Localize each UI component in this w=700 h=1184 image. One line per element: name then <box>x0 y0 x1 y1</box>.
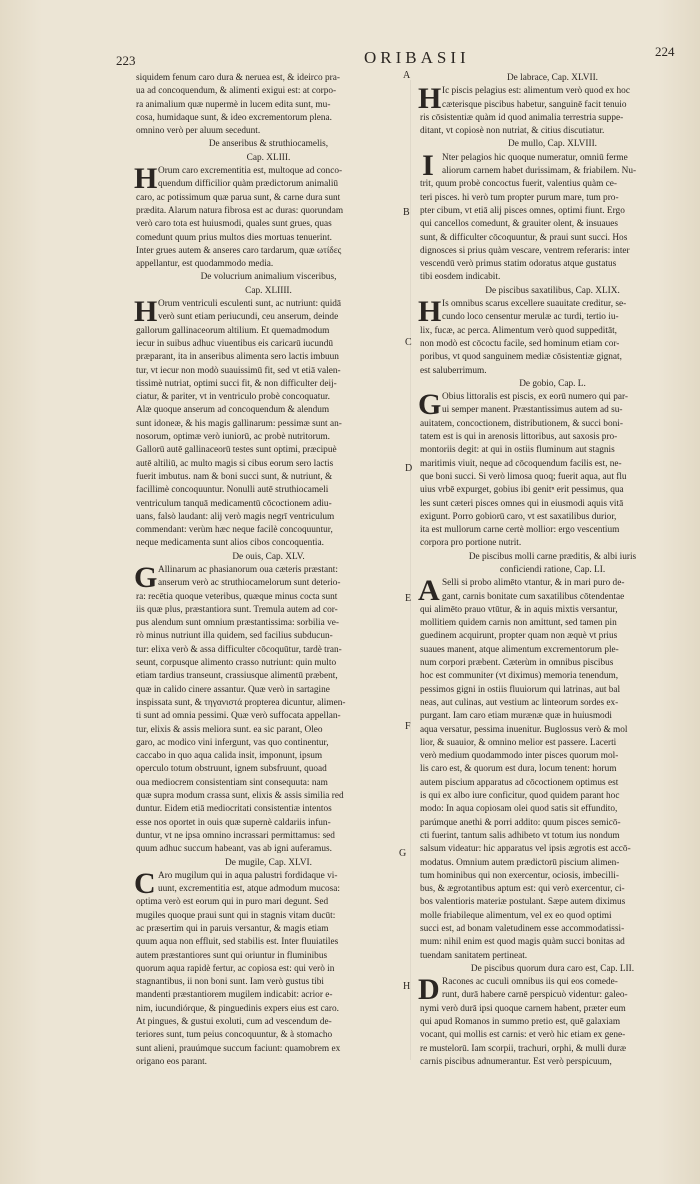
text-line: rò minus nutriunt illa quidem, sed facilius subducun- <box>136 631 333 642</box>
text-line: ui semper manent. Præstantissimus autem ad su- <box>442 405 623 416</box>
section-letter: B <box>403 207 410 218</box>
text-line: runt, durā habere carnē perspicuò videntur: galeo- <box>442 990 628 1001</box>
text-line: qui alimēto prauo vtūtur, & in aquis mixtis versantur, <box>420 604 618 615</box>
drop-cap: H <box>418 295 442 329</box>
text-line: quendum difficilior quàm prædictorum animaliū <box>158 179 339 190</box>
text-line: nosorum, optimæ verò iuniorū, ac probè nutritorum. <box>136 432 330 443</box>
text-line: prædita. Alarum natura fibrosa est ac duras: quorundam <box>136 205 344 216</box>
chapter-heading: De piscibus quorum dura caro est, Cap. LII. <box>470 963 635 974</box>
text-line: pessimos gigni in ostiis fluuiorum qui latrinas, aut bal <box>420 684 621 695</box>
text-line: Inter grues autem & anseres caro tardarum, quæ ωτίδες <box>136 245 342 256</box>
text-line: maritimis viuit, neque ad cōcoquendum facilis est, ne- <box>420 458 622 469</box>
chapter-heading: De labrace, Cap. XLVII. <box>506 73 599 83</box>
line-text: Allinarum ac phasianorum oua cæteris præstant: <box>158 564 338 575</box>
text-line: lix, fucæ, ac perca. Alimentum verò quod suppeditāt, <box>420 325 617 336</box>
text-line: ventriculum tanquā medicamentū cōcoctionem adiu- <box>136 498 332 509</box>
page-number-left: 223 <box>116 53 136 68</box>
line-text: Obius littoralis est piscis, ex eorū numero qui par- <box>442 392 628 403</box>
text-line: quum adhuc succum habeant, vas ab igni auferamus. <box>136 844 332 855</box>
text-line: que boni succi. Si verò limosa quoq; fuerit aqua, aut flu <box>420 471 627 482</box>
text-line: caccabo in quo aqua calida insit, imponunt, ipsum <box>136 751 323 762</box>
section-letter: E <box>405 593 412 604</box>
text-line: corpora pro portione nutrit. <box>420 538 522 549</box>
text-line: suaues manent, atque alimentum excrementorum ple- <box>420 644 619 655</box>
text-line: qui apud Romanos in summo pretio est, quē galaxiam <box>420 1017 621 1028</box>
text-line: qui cancellos comedunt, & grauiter olent, & insuaues <box>420 219 619 230</box>
text-line: ra: recētia quoque veteribus, quæque minus cocta sunt <box>136 591 338 602</box>
text-line: aqua versatur, pessima inuenitur. Buglossus verò & mol <box>420 724 628 735</box>
chapter-heading: De piscibus saxatilibus, Cap. XLIX. <box>485 285 620 296</box>
text-line: modatus. Omnium autem prædictorū piscium alimen- <box>420 857 620 868</box>
chapter-heading: Cap. XLIIII. <box>245 285 292 296</box>
text-line: carnis piscibus adnumerantur. Est verò perspicuum, <box>420 1056 612 1067</box>
text-line: les sunt cæteri pisces omnes qui in eiusmodi aquis vitā <box>420 498 624 509</box>
text-line: siquidem fenum caro dura & neruea est, & ideirco pra- <box>136 73 340 83</box>
running-title: ORIBASII <box>364 48 470 67</box>
text-line: hoc est communiter (vt diximus) memoria tenendum, <box>420 671 619 682</box>
text-line: verò caro tota est huiusmodi, quales sunt grues, quas <box>136 219 332 230</box>
text-line: verò sunt etiam periucundi, ceu anserum, deinde <box>158 312 339 323</box>
chapter-heading: De volucrium animalium visceribus, <box>200 272 337 283</box>
text-line: iis quæ plus, præstantiora sunt. Tremula autem ad cor- <box>136 604 338 615</box>
text-line: poribus, vt quod sanguinem mediæ cōsistentiæ gignat, <box>420 352 622 363</box>
text-line: neas, aut culinas, aut vestium ac linteorum sordes ex- <box>420 697 619 708</box>
text-line: oua mediocrem consistentiam sint consequuta: nam <box>136 777 328 788</box>
text-line: ra animalium quæ nupermè in lucem edita sunt, mu- <box>136 99 331 110</box>
text-line: ditant, vt copiosè non nutriat, & citius discutiatur. <box>420 126 605 137</box>
line-text: Nter pelagios hic quoque numeratur, omniū ferme <box>442 152 628 163</box>
text-line: uius vrbē expurget, gobius ibi genitⁿ erit pessimus, qua <box>420 485 624 496</box>
text-line: exigunt. Porro gobiorū caro, vt est saxatilibus durior, <box>420 511 617 522</box>
text-line: vocant, qui mollis est carnis: et verò hic etiam ex gene- <box>420 1030 626 1041</box>
chapter-heading: De gobio, Cap. L. <box>519 378 586 389</box>
text-line: ciatur, & pariter, vt in ventriculo probè concoquatur. <box>136 392 330 403</box>
text-line: quum aqua non effluit, sed stabilis est. Inter fluuiatiles <box>136 937 339 948</box>
text-line: tur, vt iecur non modò suauissimū fit, sed vt etiā valen- <box>136 365 341 376</box>
text-line: gant, carnis bonitate cum saxatilibus cōtendentae <box>442 591 625 602</box>
drop-cap: G <box>418 388 442 422</box>
text-line: est saluberrimum. <box>420 365 487 376</box>
text-line: Alæ quoque anserum ad concoquendum & alendum <box>136 405 330 416</box>
text-line: re mustelorū. Iam scorpii, trachuri, orphi, & mulli duræ <box>420 1043 627 1054</box>
chapter-heading: De piscibus molli carne præditis, & albi iuris <box>468 551 637 562</box>
text-line: mandenti præstantiorem mugilem indicabit: acrior e- <box>136 990 333 1001</box>
text-line: quæ supra modum crassa sunt, elixis & assis similia red <box>136 791 344 802</box>
text-line: mum: nihil enim est quod magis quàm succi bonitas ad <box>420 937 625 948</box>
text-line: non modò est cōcoctu facile, sed hominum etiam cor- <box>420 338 620 349</box>
text-line: guedinem acquirunt, propter quam non æquè vt prius <box>420 631 618 642</box>
text-line: nymi verò durā ipsi quoque carnem habent, præter eum <box>420 1003 626 1014</box>
text-line: autem piscium apparatus ad cōcoctionem optimus est <box>420 777 619 788</box>
text-line: purgant. Iam caro etiam murænæ quæ in huiusmodi <box>420 711 612 722</box>
text-line: lis caro est, & quorum est dura, locum tenent: horum <box>420 764 617 775</box>
text-line: vescendū verò primus statim odoratus atque gustatus <box>420 259 617 270</box>
text-line: num corpori præbent. Cæterùm in omnibus piscibus <box>420 658 614 669</box>
text-line: tissimè nutriat, optimi succi fit, & non difficulter deij- <box>136 378 337 389</box>
text-line: etiam tardius transeunt, crassiusque alimentū præbent, <box>136 671 338 682</box>
drop-cap: H <box>134 295 158 329</box>
text-line: succi est, ad bonam valetudinem esse accommodatissi- <box>420 924 625 934</box>
drop-cap: I <box>422 148 434 182</box>
text-line: ris cōsistentiæ quàm id quod animalia terrestria suppe- <box>420 112 624 123</box>
text-line: bus, & ægrotantibus aptum est: qui verò exercentur, ci- <box>420 884 625 895</box>
text-line: garo, ac modico vini infergunt, vas quo continentur, <box>136 737 329 748</box>
text-line: pus alendum sunt omnium præstantissima: sorbilia ve- <box>136 618 339 629</box>
line-text: Orum ventriculi esculenti sunt, ac nutriunt: quidā <box>158 299 342 310</box>
line-text: Selli si probo alimēto vtantur, & in mari puro de- <box>442 578 625 589</box>
text-line: optima verò est eorum qui in puro mari degunt. Sed <box>136 897 329 908</box>
chapter-heading: conficiendi ratione, Cap. LI. <box>499 564 606 575</box>
text-line: appellantur, est quodammodo media. <box>136 259 274 270</box>
text-line: trit, quum probè concoctus fuerit, valentius quàm ce- <box>420 179 617 190</box>
text-line: præparant, ita in anseribus alimenta sero lactis imbuun <box>136 352 339 363</box>
chapter-heading: Cap. XLIII. <box>246 152 291 163</box>
section-letter: H <box>403 981 411 992</box>
text-line: gallorum gallinaceorum altilium. Et quemadmodum <box>136 325 330 336</box>
line-text: Orum caro excrementitia est, multoque ad conco- <box>158 166 343 177</box>
text-line: origano eos parant. <box>136 1056 207 1067</box>
section-letter: D <box>405 463 413 474</box>
text-line: pter cibum, vt etiā alij pisces omnes, optimi fiunt. Ergo <box>420 205 625 216</box>
drop-cap: A <box>418 574 440 608</box>
text-line: teri pisces. hi verò tum propter purum mare, tum pro- <box>420 192 619 203</box>
text-line: parúmque anethi & porri addito: quum pisces semicō- <box>420 817 621 828</box>
text-line: iecur in suibus adhuc viuentibus eis caricarū iucundū <box>136 338 333 349</box>
text-line: commendant: verùm hæc neque facilè concoquuntur, <box>136 525 333 536</box>
text-line: montoriis degit: at qui in ostiis fluminum aut stagnis <box>420 445 615 456</box>
text-line: tatem est is qui in arenosis littoribus, aut saxosis pro- <box>420 432 618 443</box>
column-gutter <box>410 80 411 1060</box>
chapter-heading: De ouis, Cap. XLV. <box>232 551 305 562</box>
text-line: facillimè concoquuntur. Nonulli autē struthiocameli <box>136 485 329 496</box>
text-line: modo: In aqua copiosam olei quod satis sit effundito, <box>420 804 618 815</box>
text-line: mollitiem quidem carnis non amittunt, sed tamen pin <box>420 618 617 629</box>
text-line: uunt, excrementitia est, atque admodum mucosa: <box>158 884 341 895</box>
left-column <box>136 72 401 1069</box>
text-line: comedunt quum prius multos dies mortuas tenuerint. <box>136 232 332 243</box>
text-line: ac præsertim qui in paruis versantur, & magis etiam <box>136 924 329 934</box>
text-line: tur, elixis & assis meliora sunt. ea sic parant, Oleo <box>136 724 323 735</box>
text-line: ua ad concoquendum, & alimenti exigui est: at corpo- <box>136 86 337 97</box>
section-letter: C <box>405 337 412 348</box>
text-line: seunt, corpusque alimento crasso nutriunt: quin multo <box>136 658 337 669</box>
text-line: aliorum carnem habet durissimam, & friabilem. Nu- <box>442 166 637 177</box>
text-line: tur: elixa verò & assa difficulter cōcoquūtur, tardè tran- <box>136 644 342 655</box>
drop-cap: H <box>418 82 442 116</box>
text-line: mugiles quoque praui sunt qui in stagnis vitam ducūt: <box>136 910 336 921</box>
line-text: Racones ac cuculi omnibus iis qui eos comede- <box>442 977 618 988</box>
text-line: tuendam sanitatem pertineat. <box>420 950 528 961</box>
text-line: fuerit imbutus. nam & boni succi sunt, & nutriunt, & <box>136 471 333 482</box>
text-line: omnino verò per aluum secedunt. <box>136 126 261 137</box>
chapter-heading: De mugile, Cap. XLVI. <box>225 857 312 868</box>
section-letter: G <box>399 848 407 859</box>
text-line: caro, ac potissimum quæ parua sunt, & carne dura sunt <box>136 192 341 203</box>
text-line: autē altiliū, ac multo magis si cibus eorum sero lactis <box>136 458 334 469</box>
text-line: auitatem, concoctionem, distributionem, & succi boni- <box>420 418 623 429</box>
text-line: quorum aqua rapidè fertur, ac copiosa est: qui verò in <box>136 963 335 974</box>
text-line: ti sunt ad omnia pessimi. Quæ verò suffocata appellan- <box>136 711 341 722</box>
text-line: tibi eosdem indicabit. <box>420 272 501 283</box>
text-line: uans, falsò laudant: alij verò magis negrī ventriculum <box>136 511 335 522</box>
text-line: teriores sunt, tum peius concoquuntur, & à stomacho <box>136 1030 333 1041</box>
text-line: salsum videatur: hic apparatus vel ipsis ægrotis est accō- <box>420 844 631 855</box>
text-line: ita est mullorum carne certè mollior: ergo vescentium <box>420 525 620 536</box>
text-line: molle friabileque alimentum, vel ex eo quod optimi <box>420 910 612 921</box>
text-line: At pingues, & gustui exoluti, cum ad vescendum de- <box>136 1017 332 1028</box>
drop-cap: H <box>134 162 158 196</box>
line-text: Aro mugilum qui in aqua palustri fordidaque vi- <box>158 870 338 881</box>
text-line: lior, & suauior, & omnino melior est passere. Lacerti <box>420 737 617 748</box>
text-line: duntur. Eidem etiā mediocritati consistentiæ intentos <box>136 804 332 815</box>
drop-cap: C <box>134 866 156 900</box>
text-line: tum hominibus qui non exercentur, ociosis, imbecilli- <box>420 870 619 881</box>
text-line: cundo loco censentur merulæ ac turdi, tertio iu- <box>442 312 619 323</box>
running-head <box>0 44 700 70</box>
text-line: sunt idoneæ, & his magis gallinarum: pessimæ sunt an- <box>136 418 342 429</box>
chapter-heading: De anseribus & struthiocamelis, <box>208 139 329 150</box>
section-letter: A <box>403 70 411 81</box>
text-line: quæ in calido cinere assantur. Quæ verò in sartagine <box>136 684 330 695</box>
text-line: cosa, humidaque sunt, & ideo excrementorum plena. <box>136 112 332 123</box>
text-line: stagnantibus, ii non boni sunt. Iam verò gustus tibi <box>136 977 324 988</box>
text-line: sunt, & difficulter cōcoquuntur, & praui sunt succi. Hos <box>420 232 628 243</box>
text-line: neque medicamenta sunt alios cibos concoquentia. <box>136 538 324 549</box>
text-line: operculo totum obstruunt, ignem subsfruunt, quoad <box>136 764 327 775</box>
text-line: is qui ex albo iure conficitur, quod quidem parant hoc <box>420 791 620 802</box>
text-line: verò medium quodammodo inter pisces quorum mol- <box>420 751 619 762</box>
text-line: nim, iucundiórque, & pinguedinis expers eius est caro. <box>136 1003 339 1014</box>
text-line: inspissata sunt, & τηγανιστά propterea dicuntur, alimen- <box>136 697 346 708</box>
drop-cap: G <box>134 560 158 594</box>
text-line: cæterisque piscibus habetur, sanguinē facit tenuio <box>442 99 627 110</box>
line-text: Ic piscis pelagius est: alimentum verò quod ex hoc <box>442 86 630 97</box>
line-text: Is omnibus scarus excellere suauitate creditur, se- <box>442 299 627 310</box>
text-line: anserum verò ac struthiocamelorum sunt deterio- <box>158 578 341 589</box>
text-line: Gallorū autē gallinaceorū testes sunt optimi, præcipuè <box>136 445 337 456</box>
text-line: autem præstantiores sunt qui oriuntur in fluminibus <box>136 950 328 961</box>
text-line: duntur, vt ne ipsa omnino incrassari permittamus: sed <box>136 830 335 841</box>
text-line: sunt alieni, prauúmque succum faciunt: quamobrem ex <box>136 1043 341 1054</box>
drop-cap: D <box>418 973 440 1007</box>
text-line: esse nos oportet in ouis quæ supernè caldariis infun- <box>136 817 331 828</box>
text-line: dignosces si prius quàm vescare, ventrem referaris: inter <box>420 245 630 256</box>
chapter-heading: De mullo, Cap. XLVIII. <box>508 139 597 150</box>
page-number-right: 224 <box>655 44 675 59</box>
right-column <box>420 72 685 1069</box>
text-line: bos valentioris materiæ postulant. Sæpe autem diximus <box>420 897 626 908</box>
text-line: cti fuerint, tantum salis adhibeto vt totum ius nondum <box>420 830 620 841</box>
section-letter: F <box>405 721 411 732</box>
